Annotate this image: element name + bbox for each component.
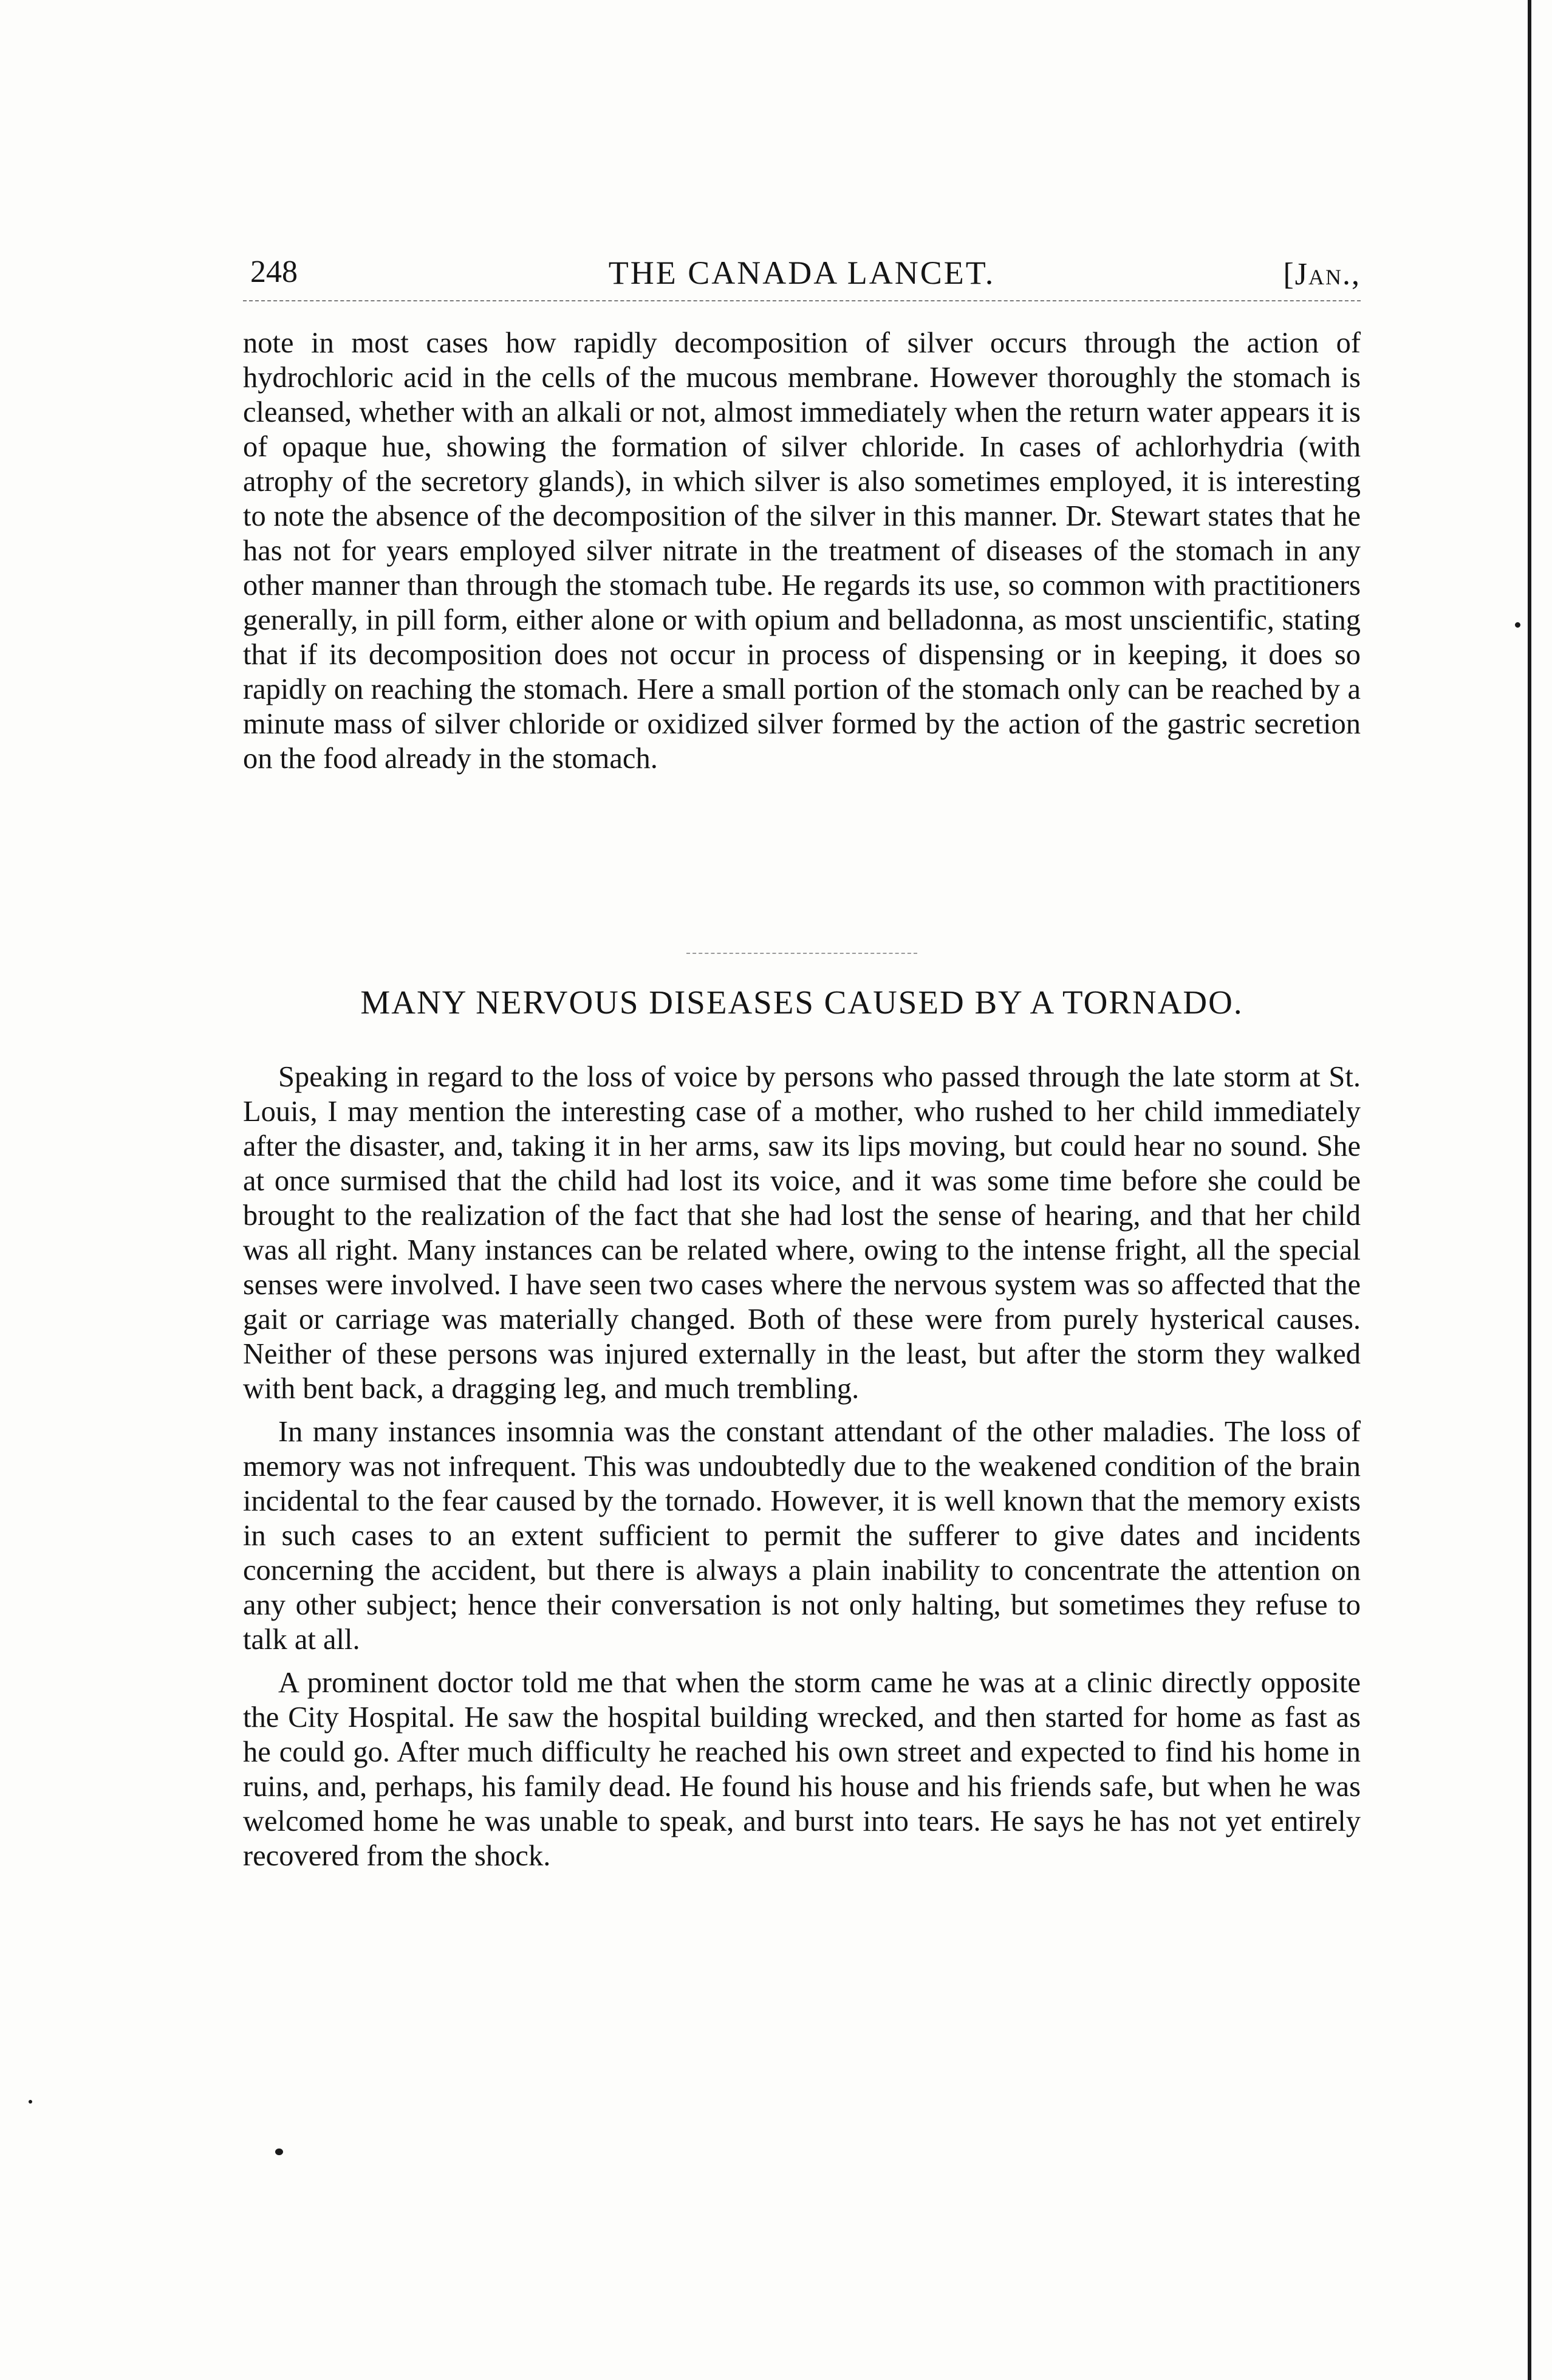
article-paragraph: Speaking in regard to the loss of voice by persons who passed through the late storm at St. Louis, I may mention the interesting case of a mother, who rushed to her child immediately after the disaster, and, taking it in her arms, saw its lips moving, but could hear no sound. She at once surmised that the child had lost its voice, and it was some time before she could be brought to the realization of the fact that she had lost the sense of hearing, and that her child was all right. Many instances can be related where, owing to the intense fright, all the special senses were involved. I have seen two cases where the nervous system was so affected that the gait or carriage was materially changed. Both of these were from purely hysterical causes. Neither of these persons was injured externally in the least, but after the storm they walked with bent back, a dragging leg, and much trembling. <box>243 1061 1361 1405</box>
article-title: MANY NERVOUS DISEASES CAUSED BY A TORNADO. <box>360 984 1243 1021</box>
running-head <box>243 254 1361 297</box>
article-paragraph: A prominent doctor told me that when the storm came he was at a clinic directly opposite the City Hospital. He saw the hospital building wrecked, and then started for home as fast as he could go. After much difficulty he reached his own street and expected to find his home in ruins, and, perhaps, his family dead. He found his house and his friends safe, but when he was welcomed home he was unable to speak, and burst into tears. He says he has not yet entirely recovered from the shock. <box>243 1667 1361 1872</box>
article-separator-rule <box>686 953 917 954</box>
article-body <box>243 1060 1361 1873</box>
journal-title: THE CANADA LANCET. <box>608 255 996 291</box>
page-edge-shadow <box>1528 0 1531 2380</box>
ink-speck <box>275 2149 283 2155</box>
issue-month: [Jan., <box>1283 257 1361 292</box>
article-paragraph: In many instances insomnia was the constant attendant of the other maladies. The loss of memory was not infrequent. This was undoubtedly due to the weakened condition of the brain incidental to the fear caused by the tornado. However, it is well known that the memory exists in such cases to an extent sufficient to permit the sufferer to give dates and incidents concerning the accident, but there is always a plain inability to concentrate the attention on any other subject; hence their conversation is not only halting, but sometimes they refuse to talk at all. <box>243 1416 1361 1656</box>
ink-speck <box>29 2100 32 2104</box>
ink-speck <box>1515 622 1520 628</box>
page-number: 248 <box>250 255 298 289</box>
continued-article <box>243 326 1361 776</box>
header-rule <box>243 300 1361 301</box>
continued-paragraph: note in most cases how rapidly decomposition of silver occurs through the action of hydrochloric acid in the cells of the mucous membrane. However thoroughly the stomach is cleansed, whether with an alkali or not, almost immediately when the return water appears it is of opaque hue, showing the formation of silver chloride. In cases of achlorhydria (with atrophy of the secretory glands), in which silver is also sometimes employed, it is interesting to note the absence of the decomposition of the silver in this manner. Dr. Stewart states that he has not for years employed silver nitrate in the treatment of diseases of the stomach in any other manner than through the stomach tube. He regards its use, so common with practitioners generally, in pill form, either alone or with opium and belladonna, as most unscientific, stating that if its decomposition does not occur in process of dispensing or in keeping, it does so rapidly on reaching the stomach. Here a small portion of the stomach only can be reached by a minute mass of silver chloride or oxidized silver formed by the action of the gastric secretion on the food already in the stomach. <box>243 327 1361 775</box>
